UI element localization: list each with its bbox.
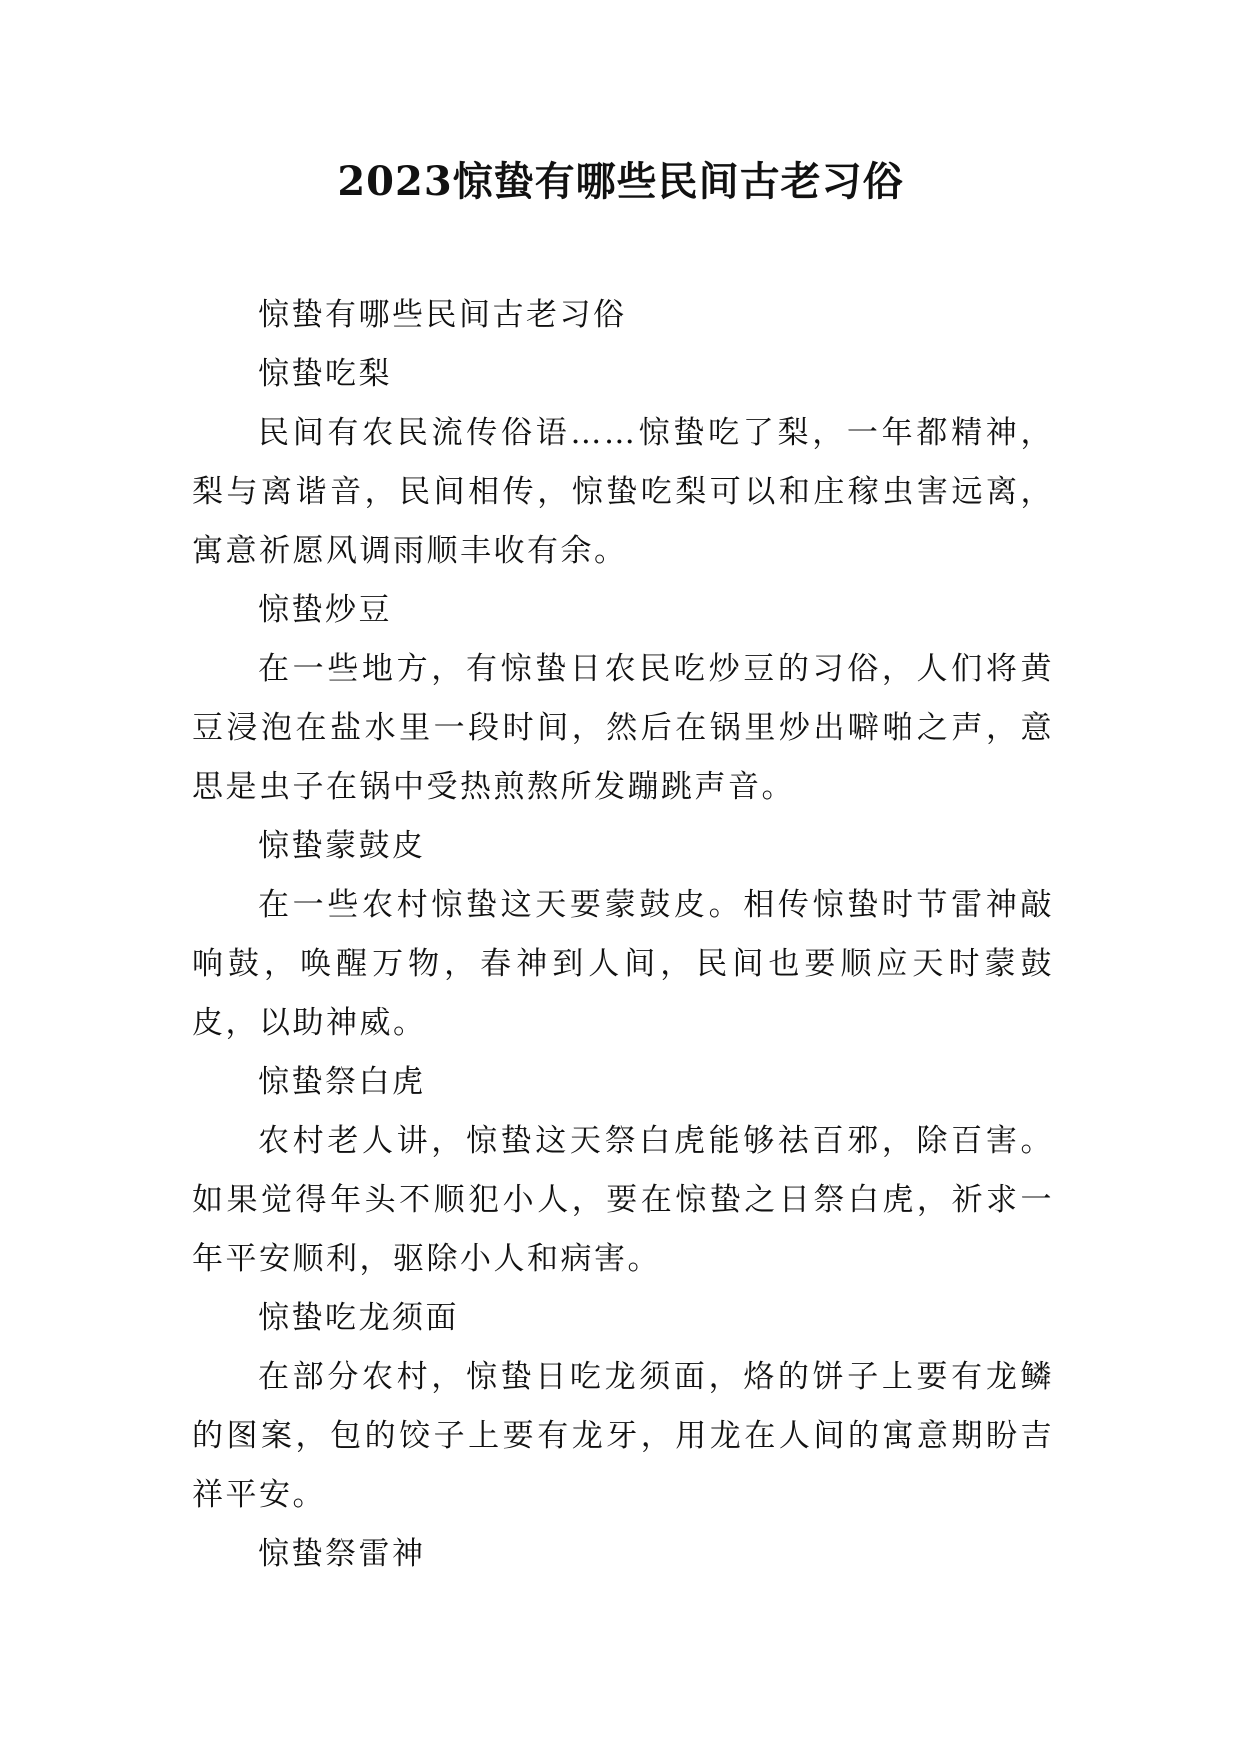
section-heading-white-tiger: 惊蛰祭白虎	[258, 1064, 426, 1100]
section-heading-dragon-noodles: 惊蛰吃龙须面	[258, 1300, 459, 1336]
section-heading-thunder-god: 惊蛰祭雷神	[258, 1536, 426, 1572]
document-body	[192, 286, 1054, 1584]
section-heading-fried-beans: 惊蛰炒豆	[258, 592, 392, 628]
section-heading-drum-skin: 惊蛰蒙鼓皮	[258, 828, 426, 864]
section-heading-pear: 惊蛰吃梨	[258, 356, 392, 392]
paragraph-fried-beans: 在一些地方，有惊蛰日农民吃炒豆的习俗，人们将黄豆浸泡在盐水里一段时间，然后在锅里炒出噼啪之声，意思是虫子在锅中受热煎熬所发蹦跳声音。	[192, 651, 1054, 805]
paragraph-drum-skin: 在一些农村惊蛰这天要蒙鼓皮。相传惊蛰时节雷神敲响鼓，唤醒万物，春神到人间，民间也要顺应天时蒙鼓皮，以助神威。	[192, 887, 1054, 1041]
paragraph-pear: 民间有农民流传俗语……惊蛰吃了梨，一年都精神，梨与离谐音，民间相传，惊蛰吃梨可以和庄稼虫害远离，寓意祈愿风调雨顺丰收有余。	[192, 415, 1054, 569]
paragraph-intro-heading: 惊蛰有哪些民间古老习俗	[258, 297, 627, 333]
paragraph-dragon-noodles: 在部分农村，惊蛰日吃龙须面，烙的饼子上要有龙鳞的图案，包的饺子上要有龙牙，用龙在人间的寓意期盼吉祥平安。	[192, 1359, 1054, 1513]
document-title: 2023惊蛰有哪些民间古老习俗	[337, 158, 904, 205]
paragraph-white-tiger: 农村老人讲，惊蛰这天祭白虎能够祛百邪，除百害。如果觉得年头不顺犯小人，要在惊蛰之日祭白虎，祈求一年平安顺利，驱除小人和病害。	[192, 1123, 1054, 1277]
